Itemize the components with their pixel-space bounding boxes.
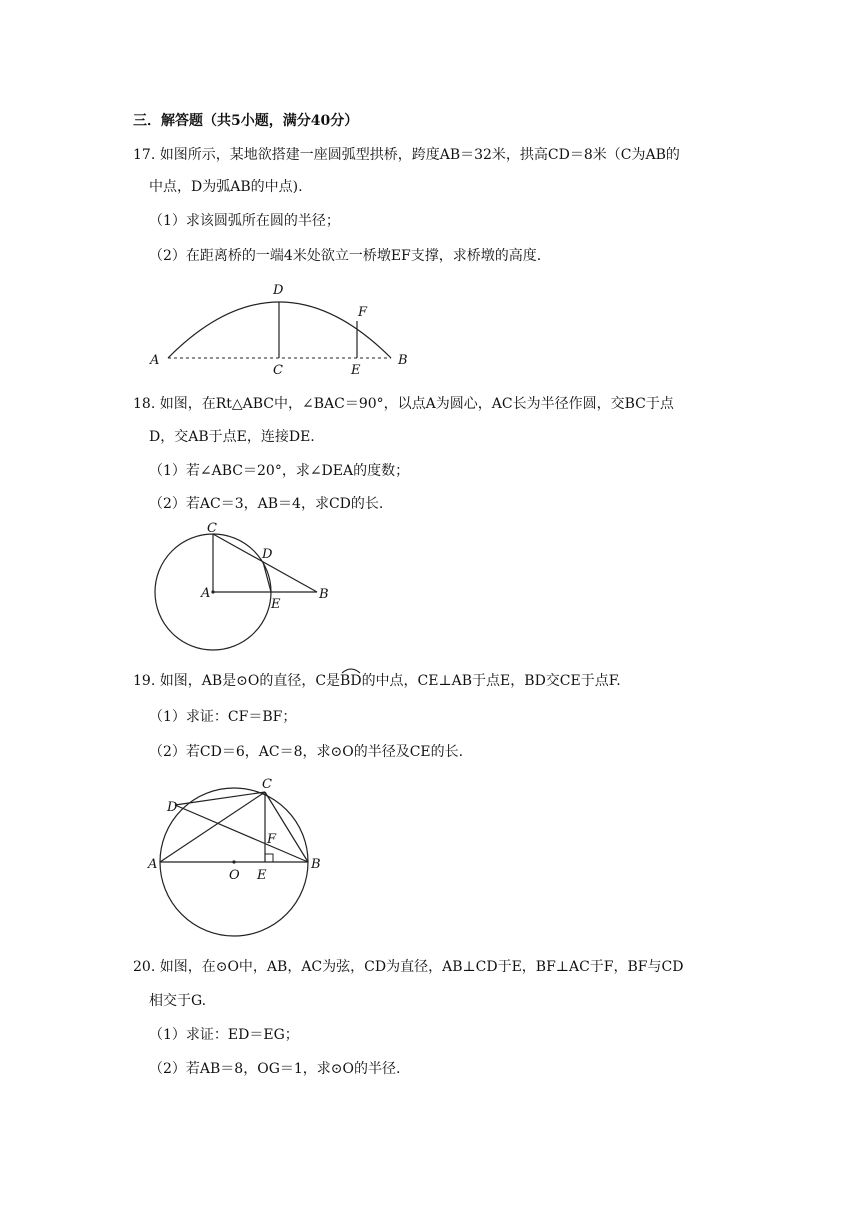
q18-triangle-figure — [145, 518, 345, 658]
q17-part2: （2）在距离桥的一端4米处欲立一桥墩EF支撑，求桥墩的高度. — [149, 248, 542, 264]
q17-label-d: D — [273, 283, 284, 298]
q17-label-f: F — [358, 305, 368, 320]
q18-number: 18. — [133, 396, 156, 412]
q18-segment-de — [263, 562, 271, 592]
q19-stem-post: 的中点，CE⊥AB于点E，BD交CE于点F. — [361, 673, 621, 689]
q19-right-angle-mark — [265, 854, 273, 862]
q19-label-c: C — [262, 777, 272, 792]
q17-stem-line1 — [133, 145, 680, 165]
q19-label-a: A — [148, 857, 158, 872]
q19-part2: （2）若CD＝6，AC＝8，求⊙O的半径及CE的长. — [149, 744, 464, 760]
q17-bridge-figure — [140, 276, 430, 380]
q19-segment-db — [175, 805, 308, 862]
q19-part1: （1）求证：CF＝BF； — [149, 709, 297, 725]
q18-stem-line2: D，交AB于点E，连接DE. — [149, 429, 315, 445]
q18-part1: （1）若∠ABC＝20°，求∠DEA的度数； — [149, 463, 410, 479]
q18-center-dot — [211, 590, 214, 593]
q18-label-b: B — [319, 587, 329, 602]
q17-part1: （1）求该圆弧所在圆的半径； — [149, 213, 340, 229]
q19-label-b: B — [311, 857, 321, 872]
q18-segment-cb — [213, 534, 317, 592]
q19-circle-figure — [140, 768, 340, 943]
q18-label-e: E — [271, 597, 281, 612]
q17-stem-text-1: 如图所示，某地欲搭建一座圆弧型拱桥，跨度AB＝32米，拱高CD＝8米（C为AB的 — [159, 147, 680, 163]
q19-segment-cb — [265, 792, 308, 862]
q20-part1: （1）求证：ED＝EG； — [149, 1027, 299, 1043]
q19-number: 19. — [133, 673, 156, 689]
q19-label-o: O — [229, 868, 240, 883]
q19-arc-bd — [340, 671, 362, 691]
q17-number: 17. — [133, 147, 156, 163]
q20-stem-text-1: 如图，在⊙O中，AB，AC为弦，CD为直径，AB⊥CD于E，BF⊥AC于F，BF与CD — [159, 959, 684, 975]
q18-label-d: D — [262, 547, 273, 562]
q19-label-f: F — [267, 832, 277, 847]
q19-label-d: D — [167, 800, 178, 815]
q18-stem-line1 — [133, 394, 674, 414]
q20-stem-line2: 相交于G. — [149, 993, 207, 1009]
section-title: 三．解答题（共5小题，满分40分） — [133, 113, 359, 129]
q20-stem-line1 — [133, 957, 683, 977]
q17-label-e: E — [351, 363, 361, 378]
q18-label-a: A — [201, 586, 211, 601]
q19-segment-dc — [175, 792, 265, 805]
q17-label-b: B — [398, 353, 408, 368]
q17-label-a: A — [150, 353, 160, 368]
q17-label-c: C — [273, 363, 283, 378]
q18-part2: （2）若AC＝3，AB＝4，求CD的长. — [149, 496, 384, 512]
q17-stem-line2: 中点，D为弧AB的中点). — [149, 179, 303, 195]
q18-stem-text-1: 如图，在Rt△ABC中，∠BAC＝90°，以点A为圆心，AC长为半径作圆，交BC于点 — [159, 396, 674, 412]
q20-part2: （2）若AB＝8，OG＝1，求⊙O的半径. — [149, 1061, 401, 1077]
q19-stem-pre: 如图，AB是⊙O的直径，C是 — [159, 673, 341, 689]
q19-center-dot — [232, 860, 235, 863]
q19-arc-symbol — [340, 666, 362, 674]
q20-number: 20. — [133, 959, 156, 975]
q18-label-c: C — [207, 521, 217, 536]
q19-label-e: E — [257, 868, 267, 883]
q19-arc-label: BD — [340, 673, 362, 689]
q19-stem-line — [133, 671, 621, 691]
